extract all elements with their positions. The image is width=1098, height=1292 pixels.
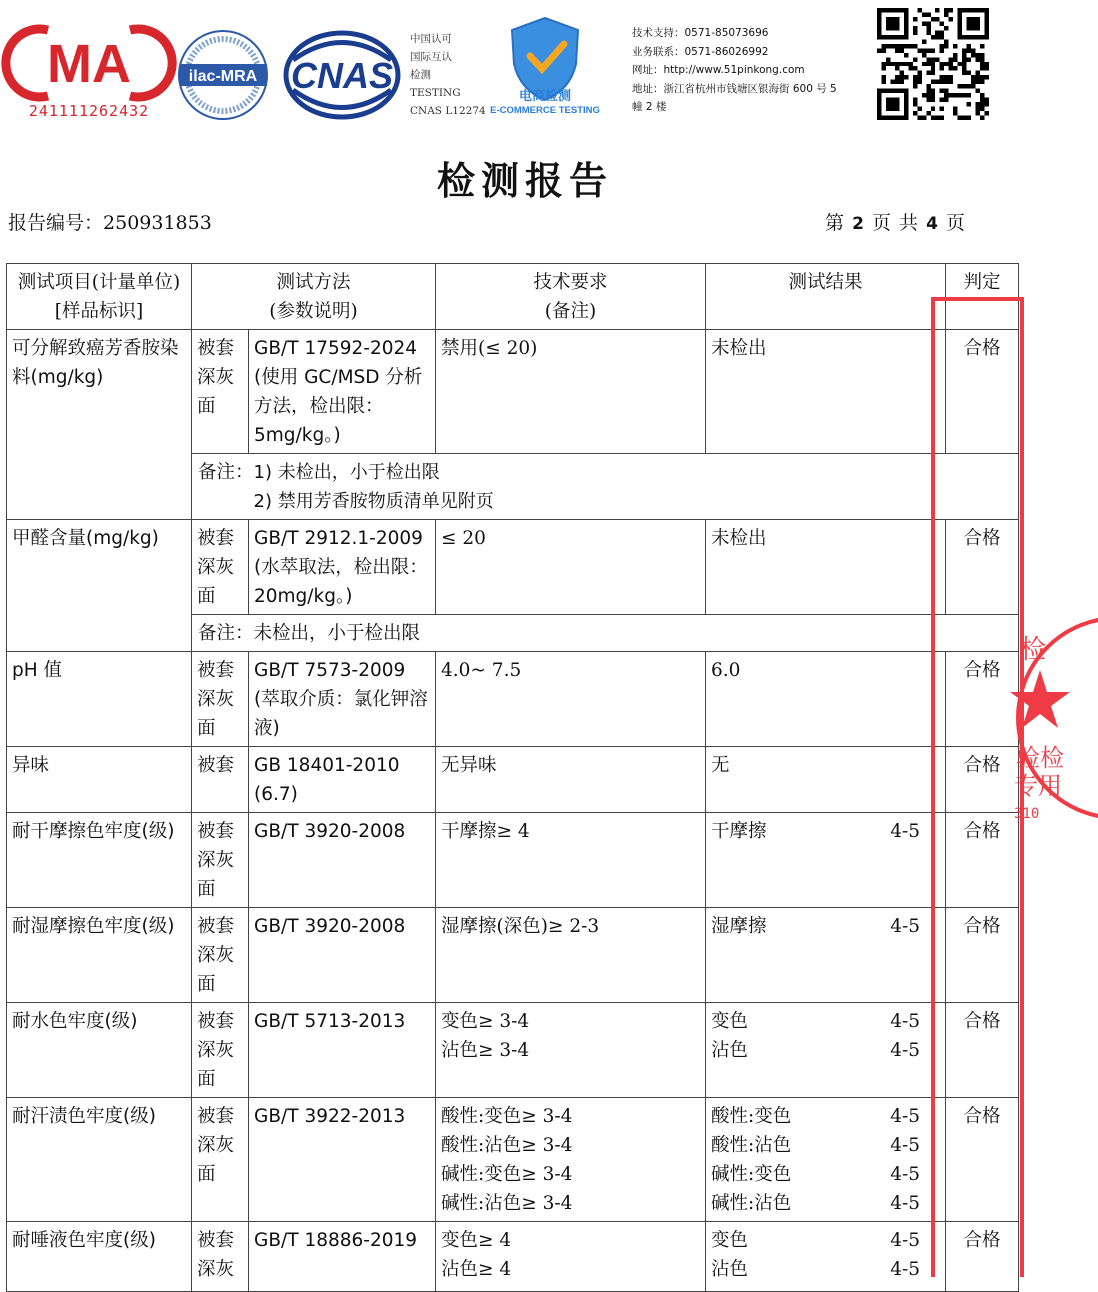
page-indicator: 第 2 页 共 4 页 — [825, 212, 966, 234]
sample-cell: 被套深灰面 — [192, 520, 249, 615]
result-cell: 未检出 — [706, 520, 946, 615]
svg-text:专用: 专用 — [1014, 772, 1062, 800]
method-cell: GB/T 18886-2019 — [249, 1222, 436, 1292]
method-cell: GB/T 3920-2008 — [249, 813, 436, 908]
result-cell: 变色 4-5 沾色 4-5 — [706, 1003, 946, 1098]
verdict-cell: 合格 — [946, 908, 1019, 1003]
sample-cell: 被套深灰面 — [192, 813, 249, 908]
verdict-cell: 合格 — [946, 520, 1019, 615]
ecommerce-testing-logo — [490, 14, 600, 123]
requirement-cell: 4.0~ 7.5 — [436, 652, 706, 747]
method-cell: GB/T 3920-2008 — [249, 908, 436, 1003]
requirement-cell: 无异味 — [436, 747, 706, 813]
requirement-cell: ≤ 20 — [436, 520, 706, 615]
svg-text:电商检测: 电商检测 — [518, 89, 572, 104]
item-cell: 耐唾液色牢度(级) — [7, 1222, 192, 1292]
header-requirement: 技术要求 (备注) — [436, 264, 706, 330]
svg-text:MA: MA — [47, 34, 131, 94]
svg-text:E-COMMERCE TESTING: E-COMMERCE TESTING — [490, 105, 600, 116]
verdict-cell: 合格 — [946, 1098, 1019, 1222]
svg-text:310: 310 — [1014, 806, 1040, 822]
method-cell: GB/T 3922-2013 — [249, 1098, 436, 1222]
verdict-cell: 合格 — [946, 747, 1019, 813]
item-cell: 异味 — [7, 747, 192, 813]
result-cell: 干摩擦 4-5 — [706, 813, 946, 908]
cma-logo — [18, 22, 160, 122]
verdict-cell: 合格 — [946, 1222, 1019, 1292]
svg-text:CNAS: CNAS — [290, 55, 394, 96]
requirement-cell: 变色≥ 4 沾色≥ 4 — [436, 1222, 706, 1292]
table-header-row — [7, 264, 1019, 330]
result-cell: 未检出 — [706, 330, 946, 454]
table-row — [7, 908, 1019, 1003]
requirement-cell: 干摩擦≥ 4 — [436, 813, 706, 908]
contact-info — [632, 24, 862, 117]
verdict-cell: 合格 — [946, 652, 1019, 747]
contact-website: 网址：http://www.51pinkong.com — [632, 64, 805, 76]
method-cell: GB/T 5713-2013 — [249, 1003, 436, 1098]
cnas-logo — [283, 30, 401, 124]
item-cell: 耐水色牢度(级) — [7, 1003, 192, 1098]
svg-text:检: 检 — [1020, 635, 1047, 665]
svg-text:验检: 验检 — [1016, 744, 1064, 772]
result-cell: 6.0 — [706, 652, 946, 747]
cnas-accreditation-text: 中国认可 国际互认 检测 TESTING CNAS L12274 — [410, 33, 486, 117]
table-row — [7, 652, 1019, 747]
requirement-cell: 湿摩擦(深色)≥ 2-3 — [436, 908, 706, 1003]
item-cell: 可分解致癌芳香胺染料(mg/kg) — [7, 330, 192, 520]
sample-cell: 被套 — [192, 747, 249, 813]
contact-business: 业务联系：0571-86026992 — [632, 45, 769, 58]
result-cell: 无 — [706, 747, 946, 813]
svg-text:ilac-MRA: ilac-MRA — [188, 68, 258, 85]
requirement-cell: 禁用(≤ 20) — [436, 330, 706, 454]
table-row — [7, 1098, 1019, 1222]
method-cell: GB/T 17592-2024 (使用 GC/MSD 分析方法，检出限：5mg/kg。) — [249, 330, 436, 454]
requirement-cell: 变色≥ 3-4 沾色≥ 3-4 — [436, 1003, 706, 1098]
result-cell: 变色 4-5 沾色 4-5 — [706, 1222, 946, 1292]
sample-cell: 被套深灰 — [192, 1222, 249, 1292]
table-row — [7, 330, 1019, 454]
result-cell: 湿摩擦 4-5 — [706, 908, 946, 1003]
method-cell: GB/T 2912.1-2009 (水萃取法，检出限：20mg/kg。) — [249, 520, 436, 615]
sample-cell: 被套深灰面 — [192, 652, 249, 747]
report-title: 检测报告 — [436, 158, 613, 203]
table-row — [7, 520, 1019, 615]
table-row — [7, 813, 1019, 908]
header-verdict: 判定 — [946, 264, 1019, 330]
table-row — [7, 1003, 1019, 1098]
sample-cell: 被套深灰面 — [192, 1098, 249, 1222]
result-cell: 酸性:变色 4-5 酸性:沾色 4-5 碱性:变色 4-5 碱性:沾色 4-5 — [706, 1098, 946, 1222]
note-cell: 备注：未检出，小于检出限 — [192, 615, 1019, 652]
sample-cell: 被套深灰面 — [192, 908, 249, 1003]
contact-tech: 技术支持：0571-85073696 — [632, 27, 769, 39]
requirement-cell: 酸性:变色≥ 3-4 酸性:沾色≥ 3-4 碱性:变色≥ 3-4 碱性:沾色≥ 3-4 — [436, 1098, 706, 1222]
cma-code: 241111262432 — [28, 102, 150, 120]
verdict-cell: 合格 — [946, 813, 1019, 908]
inspection-seal — [1008, 608, 1098, 828]
report-header — [0, 0, 1050, 135]
report-number: 报告编号：250931853 — [8, 212, 212, 234]
results-table — [6, 263, 1019, 1292]
sample-cell: 被套深灰面 — [192, 330, 249, 454]
verdict-cell: 合格 — [946, 330, 1019, 454]
header-result: 测试结果 — [706, 264, 946, 330]
item-cell: pH 值 — [7, 652, 192, 747]
contact-address-cont: 幢 2 楼 — [632, 101, 667, 113]
method-cell: GB/T 7573-2009 (萃取介质：氯化钾溶液) — [249, 652, 436, 747]
item-cell: 耐湿摩擦色牢度(级) — [7, 908, 192, 1003]
header-item: 测试项目(计量单位) [样品标识] — [7, 264, 192, 330]
sample-cell: 被套深灰面 — [192, 1003, 249, 1098]
table-row — [7, 1222, 1019, 1292]
method-cell: GB 18401-2010 (6.7) — [249, 747, 436, 813]
item-cell: 耐汗渍色牢度(级) — [7, 1098, 192, 1222]
ilac-mra-logo — [176, 28, 271, 127]
note-cell: 备注： 1) 未检出，小于检出限 2) 禁用芳香胺物质清单见附页 — [192, 454, 1019, 520]
table-row — [7, 747, 1019, 813]
contact-address: 地址：浙江省杭州市钱塘区银海街 600 号 5 — [632, 82, 837, 95]
qr-code — [877, 8, 989, 124]
item-cell: 甲醛含量(mg/kg) — [7, 520, 192, 652]
verdict-cell: 合格 — [946, 1003, 1019, 1098]
header-method: 测试方法 (参数说明) — [192, 264, 436, 330]
item-cell: 耐干摩擦色牢度(级) — [7, 813, 192, 908]
